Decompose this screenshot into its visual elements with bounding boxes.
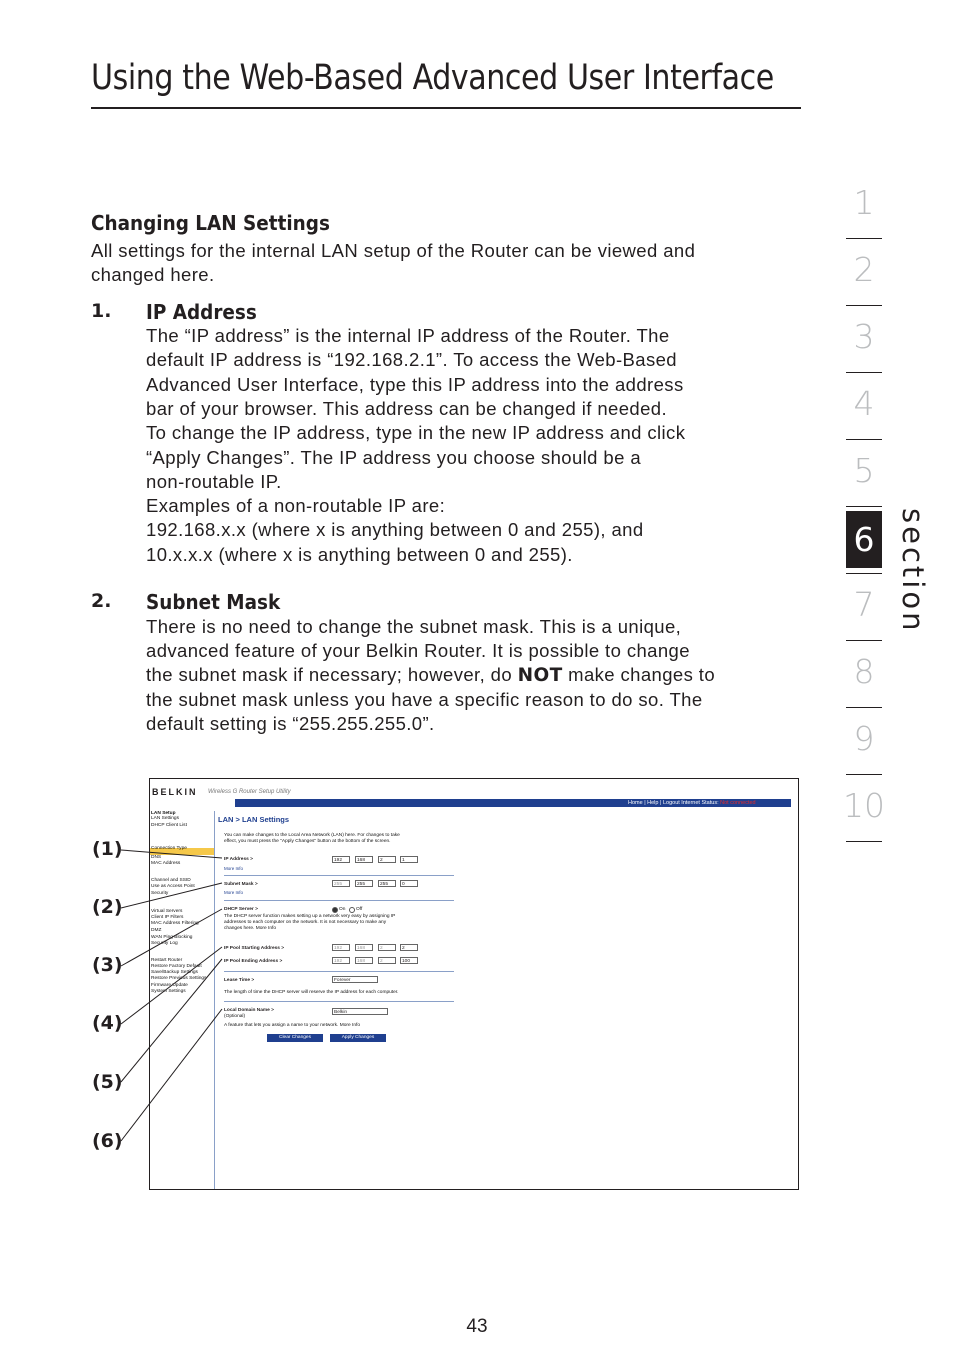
section-nav-item: 1 xyxy=(853,183,875,222)
item-title-ip-address: IP Address xyxy=(146,300,257,324)
ip-octet-1[interactable]: 192 xyxy=(332,856,350,863)
apply-changes-button[interactable]: Apply Changes xyxy=(330,1034,386,1042)
subnet-mask-label: Subnet Mask > xyxy=(224,882,258,887)
router-sidebar-item[interactable]: WAN Ping Blocking xyxy=(151,935,193,940)
section-nav-item: 5 xyxy=(853,451,875,490)
pool-start-octet-4[interactable]: 2 xyxy=(400,944,418,951)
subnet-line-4: the subnet mask unless you have a specific reason to do so. The xyxy=(146,689,703,710)
ip-address-line: 10.x.x.x (where x is anything between 0 and 255). xyxy=(146,543,573,565)
subnet-line-5: default setting is “255.255.255.0”. xyxy=(146,713,435,734)
ip-octet-4[interactable]: 1 xyxy=(400,856,418,863)
leader-line-2 xyxy=(121,883,222,908)
ip-address-line: To change the IP address, type in the new IP address and click xyxy=(146,422,686,444)
leader-line-1 xyxy=(121,850,222,858)
ip-address-line: “Apply Changes”. The IP address you choose should be a xyxy=(146,446,642,468)
ip-address-line: Examples of a non-routable IP are: xyxy=(146,495,446,517)
subnet-line-3-post: make changes to xyxy=(562,664,716,685)
brand-subtitle: Wireless G Router Setup Utility xyxy=(208,789,291,795)
callout-1: (1) xyxy=(92,838,123,860)
intro-line-1: All settings for the internal LAN setup of the Router can be viewed and xyxy=(91,240,696,261)
lan-intro-1: You can make changes to the Local Area Network (LAN) here. For changes to take xyxy=(224,833,400,838)
leader-line-4 xyxy=(121,947,222,1024)
clear-changes-button[interactable]: Clear Changes xyxy=(267,1034,323,1042)
ip-address-line: The “IP address” is the internal IP address of the Router. The xyxy=(146,325,670,346)
router-sidebar-item[interactable]: Use as Access Point xyxy=(151,884,195,889)
top-links-text: Home | Help | Logout Internet Status: xyxy=(628,800,719,806)
domain-name-label: Local Domain Name > xyxy=(224,1008,274,1013)
dhcp-server-label: DHCP Server > xyxy=(224,907,258,912)
ip-more-info-link[interactable]: More Info xyxy=(224,866,244,871)
subnet-line-2: advanced feature of your Belkin Router. It is possible to change xyxy=(146,640,690,661)
section-label: section xyxy=(896,508,930,634)
lan-intro-2: effect, you must press the "Apply Changes" button at the bottom of the screen. xyxy=(224,839,391,844)
lan-settings-title: LAN > LAN Settings xyxy=(218,815,290,824)
item-number-1: 1. xyxy=(91,300,112,322)
router-sidebar-item[interactable]: MAC Address xyxy=(151,861,181,866)
subnet-line-1: There is no need to change the subnet mask. This is a unique, xyxy=(146,616,682,637)
subnet-octet-1[interactable]: 255 xyxy=(332,880,350,887)
ip-address-line: default IP address is “192.168.2.1”. To access the Web-Based xyxy=(146,349,677,371)
item-number-2: 2. xyxy=(91,590,112,612)
callout-4: (4) xyxy=(92,1012,123,1034)
router-sidebar-item[interactable]: DHCP Client List xyxy=(151,823,187,828)
section-nav-item: 9 xyxy=(853,719,875,758)
subnet-more-info-link[interactable]: More Info xyxy=(224,890,244,895)
subnet-octet-2[interactable]: 255 xyxy=(355,880,373,887)
router-sidebar-item[interactable]: Save/Backup Settings xyxy=(151,970,198,975)
pool-end-octet-2: 168 xyxy=(355,957,373,964)
subnet-not-emphasis: NOT xyxy=(517,665,563,686)
item-title-subnet-mask: Subnet Mask xyxy=(146,590,281,614)
subnet-octet-4[interactable]: 0 xyxy=(400,880,418,887)
leader-line-5 xyxy=(121,959,222,1082)
router-sidebar-item[interactable]: Channel and SSID xyxy=(151,878,191,883)
dhcp-desc-3: changes here. More Info xyxy=(224,926,276,931)
section-nav-item: 8 xyxy=(853,652,875,691)
ip-address-line: Advanced User Interface, type this IP address into the address xyxy=(146,373,684,395)
pool-end-octet-4[interactable]: 100 xyxy=(400,957,418,964)
callout-5: (5) xyxy=(92,1071,123,1093)
dhcp-desc-2: addresses to each computer on the network. It is not necessary to make any xyxy=(224,920,387,925)
subnet-octet-3[interactable]: 255 xyxy=(378,880,396,887)
dhcp-desc-1: The DHCP server function makes setting up a network very easy by assigning IP xyxy=(224,914,396,919)
domain-desc: A feature that lets you assign a name to your network. More Info xyxy=(224,1023,360,1028)
router-sidebar-item[interactable]: Restore Previous Settings xyxy=(151,976,207,981)
internet-status: Not connected xyxy=(720,800,756,806)
section-nav-number: 6 xyxy=(853,520,875,559)
intro-line-2: changed here. xyxy=(91,264,215,285)
ip-address-line: bar of your browser. This address can be changed if needed. xyxy=(146,397,668,419)
router-sidebar-item: LAN Setup xyxy=(151,811,176,816)
ip-octet-3[interactable]: 2 xyxy=(378,856,396,863)
router-sidebar-item[interactable]: Security xyxy=(151,891,169,896)
pool-end-octet-1: 192 xyxy=(332,957,350,964)
section-nav-item: 2 xyxy=(853,250,875,289)
router-sidebar-item[interactable]: Connection Type xyxy=(151,846,187,851)
domain-optional: (Optional) xyxy=(224,1014,246,1019)
leader-line-3 xyxy=(121,909,222,966)
section-nav-item: 3 xyxy=(853,317,875,356)
ip-octet-2[interactable]: 168 xyxy=(355,856,373,863)
subnet-line-3-pre: the subnet mask if necessary; however, do xyxy=(146,664,518,685)
dhcp-off-label: Off xyxy=(356,907,363,912)
section-nav-item: 4 xyxy=(853,384,875,423)
page-number: 43 xyxy=(466,1316,488,1337)
belkin-logo: BELKIN xyxy=(152,787,198,797)
leader-line-6 xyxy=(121,1009,222,1141)
section-heading: Changing LAN Settings xyxy=(91,211,330,235)
callout-6: (6) xyxy=(92,1130,123,1152)
router-sidebar-item[interactable]: Client IP Filters xyxy=(151,915,184,920)
section-nav-item: 7 xyxy=(853,585,875,624)
pool-start-octet-1: 192 xyxy=(332,944,350,951)
pool-start-label: IP Pool Starting Address > xyxy=(224,946,285,951)
ip-address-line: 192.168.x.x (where x is anything between 0 and 255), and xyxy=(146,519,644,541)
section-nav-item: 10 xyxy=(843,786,885,825)
lease-time-select[interactable]: Forever xyxy=(332,976,378,983)
pool-start-octet-3: 2 xyxy=(378,944,396,951)
router-sidebar-item[interactable]: Restart Router xyxy=(151,958,183,963)
ip-address-line: non-routable IP. xyxy=(146,470,282,492)
ip-address-label: IP Address > xyxy=(224,857,253,862)
router-sidebar-item[interactable]: Security Log xyxy=(151,941,178,946)
router-sidebar-item[interactable]: Restore Factory Default xyxy=(151,964,202,969)
dhcp-on-label: On xyxy=(339,907,346,912)
pool-end-octet-3: 2 xyxy=(378,957,396,964)
router-sidebar-item[interactable]: LAN Settings xyxy=(151,816,179,821)
pool-start-octet-2: 168 xyxy=(355,944,373,951)
domain-name-input[interactable]: Belkin xyxy=(332,1008,388,1015)
router-sidebar-item[interactable]: DMZ xyxy=(151,928,162,933)
page-title: Using the Web-Based Advanced User Interface xyxy=(91,58,774,98)
router-sidebar-item[interactable]: Firmware Update xyxy=(151,983,188,988)
router-sidebar-item[interactable]: Virtual Servers xyxy=(151,909,183,914)
router-sidebar-item[interactable]: MAC Address Filtering xyxy=(151,921,199,926)
callout-2: (2) xyxy=(92,896,123,918)
lease-time-label: Lease Time > xyxy=(224,978,255,983)
pool-end-label: IP Pool Ending Address > xyxy=(224,959,283,964)
lease-desc: The length of time the DHCP server will reserve the IP address for each computer. xyxy=(224,990,399,995)
router-sidebar-item[interactable]: System Settings xyxy=(151,989,186,994)
router-sidebar-item[interactable]: DNS xyxy=(151,855,162,860)
callout-3: (3) xyxy=(92,954,123,976)
